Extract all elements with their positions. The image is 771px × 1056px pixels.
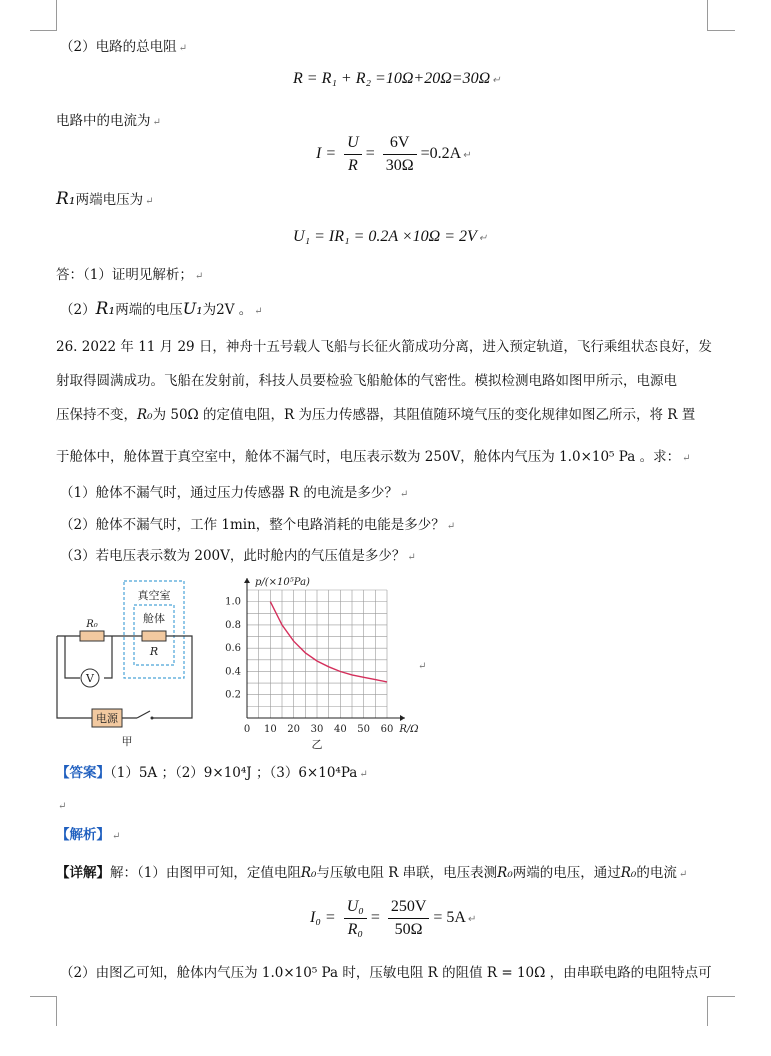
switch-pivot bbox=[151, 717, 154, 720]
sub-question-2: （2）舱体不漏气时，工作 1min，整个电路消耗的电能是多少？ ↵ bbox=[60, 517, 456, 533]
x-tick-label: 20 bbox=[287, 724, 301, 735]
x-tick-label: 10 bbox=[263, 724, 277, 735]
blank-line: ↵ bbox=[58, 801, 67, 812]
last-line: （2）由图乙可知，舱体内气压为 1.0×10⁵ Pa 时，压敏电阻 R 的阻值 R = 10Ω ，由串联电路的电阻特点可 bbox=[60, 965, 712, 981]
corner-mark-bl-h bbox=[30, 996, 57, 997]
y-tick-label: 0.6 bbox=[225, 643, 241, 655]
question-26-line-1: 26. 2022 年 11 月 29 日，神舟十五号载人飞船与长征火箭成功分离，进入预定轨道，飞行乘组状态良好，发 bbox=[56, 339, 712, 355]
x-tick-label: 40 bbox=[333, 724, 347, 735]
y-tick-label: 0.4 bbox=[225, 666, 241, 678]
answer-line-2: （2）R₁两端的电压U₁为2V 。 ↵ bbox=[60, 299, 263, 319]
corner-mark-bl-v bbox=[56, 996, 57, 1026]
voltmeter-label: V bbox=[86, 672, 94, 685]
part2-title: （2）电路的总电阻 ↵ bbox=[60, 39, 187, 55]
figure-jia-caption: 甲 bbox=[121, 735, 133, 748]
fraction-250v-over-50: $\frac{250V}{50\Omega}$ bbox=[388, 898, 430, 939]
x-axis-label: R/Ω bbox=[399, 724, 419, 735]
figure-row-return: ↵ bbox=[418, 661, 427, 672]
equation-total-resistance: R = R₁ + R₂ =10Ω+20Ω=30Ω ↵ bbox=[293, 70, 501, 87]
x-tick-label: 50 bbox=[357, 724, 371, 735]
resistor-r0-label: R₀ bbox=[86, 619, 98, 630]
resistor-r bbox=[142, 631, 166, 641]
resistor-r0 bbox=[80, 631, 104, 641]
corner-mark-tl-v bbox=[56, 0, 57, 30]
y-axis-arrow bbox=[244, 578, 250, 583]
equation-current: I = $\frac{U}{R}$ = $\frac{6V}{30\Omega}$ =0.2A ↵ bbox=[316, 134, 472, 174]
fraction-6v-over-30: $\frac{6V}{30\Omega}$ bbox=[383, 134, 417, 175]
analysis-tag: 【解析】 bbox=[56, 827, 110, 843]
equation-u1: U₁ = IR₁ = 0.2A ×10Ω = 2V ↵ bbox=[293, 228, 488, 245]
resistor-r-label: R bbox=[149, 645, 159, 658]
x-tick-label: 60 bbox=[380, 724, 394, 735]
sub-question-3: （3）若电压表示数为 200V，此时舱内的气压值是多少？ ↵ bbox=[60, 548, 416, 564]
question-26-line-4: 于舱体中，舱体置于真空室中，舱体不漏气时，电压表示数为 250V，舱体内气压为 1.0×10⁵ Pa 。求： ↵ bbox=[56, 449, 691, 465]
x-tick-label: 0 bbox=[243, 724, 251, 735]
corner-mark-tr-h bbox=[707, 30, 735, 31]
current-intro: 电路中的电流为 ↵ bbox=[56, 113, 161, 129]
u1-intro: R₁两端电压为 ↵ bbox=[56, 189, 154, 209]
detail-line: 【详解】解：（1）由图甲可知，定值电阻R₀与压敏电阻 R 串联，电压表测R₀两端的电压，通过R₀的电流 ↵ bbox=[56, 865, 688, 881]
figure-yi-chart bbox=[222, 576, 422, 752]
answer-tag: 【答案】 bbox=[56, 765, 110, 781]
corner-mark-br-h bbox=[707, 996, 735, 997]
corner-mark-tr-v bbox=[707, 0, 708, 30]
analysis-line: 【解析】 ↵ bbox=[56, 827, 121, 843]
question-26-line-2: 射取得圆满成功。飞船在发射前，科技人员要检验飞船舱体的气密性。模拟检测电路如图甲所示，电源电 bbox=[56, 373, 677, 389]
y-tick-label: 0.8 bbox=[225, 619, 241, 631]
vacuum-chamber-label: 真空室 bbox=[137, 589, 171, 602]
x-axis-arrow bbox=[400, 715, 405, 721]
y-axis-label: p/(×10⁵Pa) bbox=[255, 577, 310, 588]
switch-icon bbox=[137, 711, 150, 718]
detail-tag: 【详解】 bbox=[56, 865, 110, 881]
power-source-label: 电源 bbox=[96, 712, 118, 725]
corner-mark-br-v bbox=[707, 996, 708, 1026]
answer-line: 【答案】（1）5A ；（2）9×10⁴J ；（3）6×10⁴Pa ↵ bbox=[56, 765, 368, 781]
y-tick-label: 0.2 bbox=[225, 689, 241, 701]
y-tick-label: 1.0 bbox=[225, 596, 241, 608]
answer-line-1: 答：（1）证明见解析； ↵ bbox=[56, 267, 204, 283]
cabin-label: 舱体 bbox=[143, 612, 165, 625]
x-tick-label: 30 bbox=[310, 724, 324, 735]
equation-i0: I₀ = $\frac{\text{U₀}}{\text{R₀}}$ = $\frac{250V}{50\Omega}$ = 5A ↵ bbox=[310, 898, 477, 938]
question-26-line-3: 压保持不变，R₀为 50Ω 的定值电阻，R 为压力传感器，其阻值随环境气压的变化规律如图乙所示，将 R 置 bbox=[56, 407, 696, 423]
corner-mark-tl-h bbox=[30, 30, 57, 31]
fraction-u-over-r: $\frac{U}{R}$ bbox=[344, 134, 362, 175]
figure-yi-caption: 乙 bbox=[311, 738, 323, 751]
figure-jia-circuit bbox=[52, 578, 202, 748]
fraction-u0-over-r0: $\frac{\text{U₀}}{\text{R₀}}$ bbox=[344, 898, 367, 939]
sub-question-1: （1）舱体不漏气时，通过压力传感器 R 的电流是多少？ ↵ bbox=[60, 485, 409, 501]
